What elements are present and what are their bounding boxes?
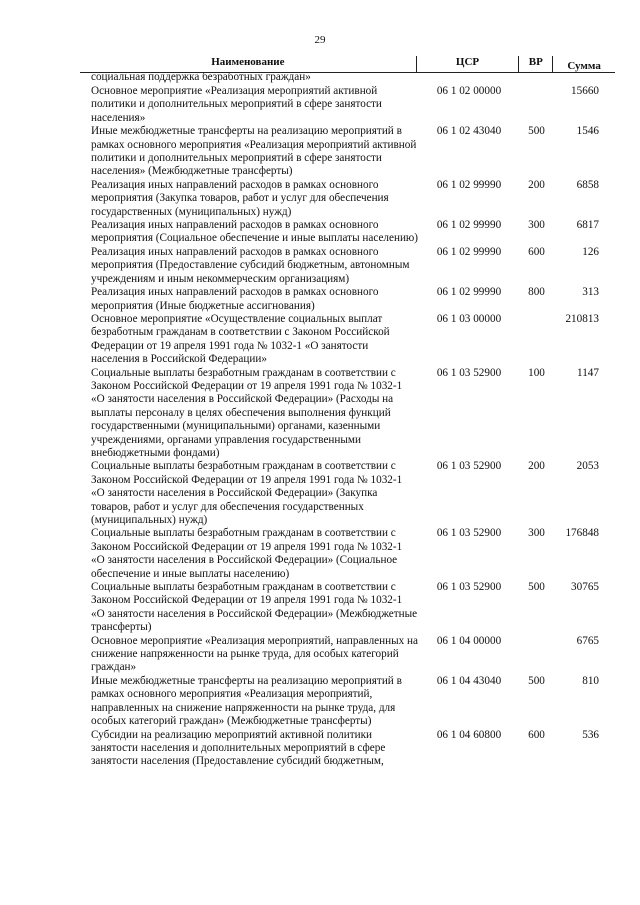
row-vr: 500 <box>528 581 545 594</box>
row-csr: 06 1 04 43040 <box>436 674 502 687</box>
row-sum: 6858 <box>576 178 599 191</box>
table-row <box>80 460 615 527</box>
row-name: Социальные выплаты безработным гражданам в соответствии с Законом Российской Федерации от 19 апреля 1991 года № 1032-1 «О занятости населения в Российской Федерации» (Закупка товаров, работ и услуг для обеспечения государственных (муниципальных) нужд) <box>91 460 403 526</box>
row-sum: 6765 <box>576 634 599 647</box>
row-name: Реализация иных направлений расходов в рамках основного мероприятия (Иные бюджетные ассигнования) <box>91 286 379 312</box>
row-name: Иные межбюджетные трансферты на реализацию мероприятий в рамках основного мероприятия «Реализация мероприятий активной политики и дополнительных мероприятий в сфере занятости населения» (Межбюджетные трансферты) <box>91 125 417 178</box>
budget-table <box>80 54 615 769</box>
header-vr: ВР <box>519 56 553 72</box>
row-name: Социальные выплаты безработным гражданам в соответствии с Законом Российской Федерации от 19 апреля 1991 года № 1032-1 «О занятости населения в Российской Федерации» (Расходы на выплаты персоналу в целях обеспечения выполнения функций государственными (муниципальными) органами, казенными учреждениями, органами управления государственными внебюджетными фондами) <box>91 366 403 459</box>
table-row-partial <box>80 73 615 85</box>
page-number: 29 <box>314 34 326 46</box>
row-csr: 06 1 02 43040 <box>436 125 502 138</box>
row-sum: 536 <box>582 728 599 741</box>
row-vr: 600 <box>528 728 545 741</box>
row-csr: 06 1 03 52900 <box>436 460 502 473</box>
row-vr: 200 <box>528 178 545 191</box>
row-name: Субсидии на реализацию мероприятий активной политики занятости населения и дополнительных мероприятий в сфере занятости населения (Предоставление субсидий бюджетным, <box>91 728 386 768</box>
header-csr: ЦСР <box>417 56 520 72</box>
row-sum: 6817 <box>576 219 599 232</box>
row-vr: 100 <box>528 366 545 379</box>
row-name: Основное мероприятие «Реализация мероприятий активной политики и дополнительных мероприятий в сфере занятости населения» <box>91 85 382 124</box>
row-csr: 06 1 02 99990 <box>436 286 502 299</box>
row-csr: 06 1 02 99990 <box>436 219 502 232</box>
row-csr: 06 1 02 99990 <box>436 178 502 191</box>
table-row <box>80 367 615 461</box>
table-row <box>80 85 615 125</box>
table-header <box>80 54 615 73</box>
row-name: Основное мероприятие «Реализация мероприятий, направленных на снижение напряженности на рынке труда, для особых категорий граждан» <box>91 634 418 674</box>
table-row <box>80 219 615 246</box>
table-row <box>80 286 615 313</box>
row-vr: 800 <box>528 286 545 299</box>
table-row <box>80 581 615 635</box>
row-vr: 200 <box>528 460 545 473</box>
row-vr: 600 <box>528 245 545 258</box>
row-vr <box>520 313 553 367</box>
row-csr: 06 1 04 60800 <box>436 728 502 741</box>
table-row <box>80 125 615 179</box>
row-sum: 126 <box>582 245 599 258</box>
row-sum: 30765 <box>571 581 599 594</box>
row-sum: 1546 <box>576 125 599 138</box>
row-sum: 313 <box>582 286 599 299</box>
table-row <box>80 527 615 581</box>
row-name: Реализация иных направлений расходов в рамках основного мероприятия (Предоставление субсидий бюджетным, автономным учреждениям и иным некоммерческим организациям) <box>91 245 410 285</box>
row-sum: 176848 <box>565 527 599 540</box>
table-row <box>80 729 615 769</box>
row-name: Социальные выплаты безработным гражданам в соответствии с Законом Российской Федерации от 19 апреля 1991 года № 1032-1 «О занятости населения в Российской Федерации» (Социальное обеспечение и иные выплаты населению) <box>91 527 403 580</box>
row-csr: 06 1 02 00000 <box>436 85 502 97</box>
table-row <box>80 179 615 219</box>
row-sum: 210813 <box>565 312 599 325</box>
row-vr: 500 <box>528 674 545 687</box>
row-sum: 810 <box>582 674 599 687</box>
row-vr: 500 <box>528 125 545 138</box>
table-row <box>80 635 615 675</box>
row-name: Реализация иных направлений расходов в рамках основного мероприятия (Закупка товаров, работ и услуг для обеспечения государственных (муниципальных) нужд) <box>91 178 389 218</box>
row-csr: 06 1 02 99990 <box>436 245 502 258</box>
row-vr: 300 <box>528 219 545 232</box>
row-sum: 2053 <box>576 460 599 473</box>
row-vr: 300 <box>528 527 545 540</box>
table-row <box>80 313 615 367</box>
header-name: Наименование <box>80 56 417 72</box>
row-vr <box>520 85 553 125</box>
row-name: социальная поддержка безработных граждан» <box>91 73 311 83</box>
row-csr: 06 1 03 00000 <box>436 312 502 325</box>
header-sum: Сумма <box>567 60 601 72</box>
table-row <box>80 675 615 729</box>
row-name: Реализация иных направлений расходов в рамках основного мероприятия (Социальное обеспечение и иные выплаты населению) <box>91 219 419 245</box>
row-sum: 15660 <box>571 85 599 97</box>
row-name: Основное мероприятие «Осуществление социальных выплат безработным гражданам в соответствии с Законом Российской Федерации от 19 апреля 1991 года № 1032-1 «О занятости населения в Российской Федерации» <box>91 312 390 366</box>
row-sum: 1147 <box>577 366 599 379</box>
row-csr: 06 1 03 52900 <box>436 581 502 594</box>
row-csr: 06 1 04 00000 <box>436 634 502 647</box>
row-csr: 06 1 03 52900 <box>436 366 502 379</box>
row-name: Иные межбюджетные трансферты на реализацию мероприятий в рамках основного мероприятия «Реализация мероприятий, направленных на снижение напряженности на рынке труда, для особых категорий граждан» (Межбюджетные трансферты) <box>91 674 402 728</box>
row-vr <box>520 635 553 675</box>
table-row <box>80 246 615 286</box>
row-csr: 06 1 03 52900 <box>436 527 502 540</box>
row-name: Социальные выплаты безработным гражданам в соответствии с Законом Российской Федерации от 19 апреля 1991 года № 1032-1 «О занятости населения в Российской Федерации» (Межбюджетные трансферты) <box>91 581 418 634</box>
